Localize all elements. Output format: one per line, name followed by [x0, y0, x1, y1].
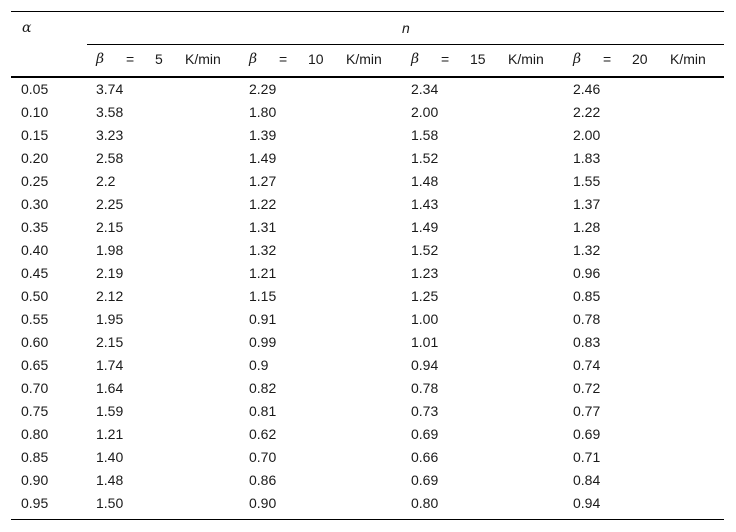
cell-beta-10: 1.39 [249, 127, 277, 143]
cell-beta-20: 0.78 [573, 311, 601, 327]
cell-beta-5: 3.74 [96, 81, 124, 97]
table-row [11, 403, 724, 426]
cell-beta-10: 1.22 [249, 196, 277, 212]
cell-beta-10: 1.31 [249, 219, 277, 235]
cell-beta-15: 0.69 [411, 426, 439, 442]
table-bottom-rule [11, 519, 724, 520]
table-row [11, 334, 724, 357]
cell-beta-15: 1.25 [411, 288, 439, 304]
cell-alpha: 0.25 [21, 173, 49, 189]
cell-beta-5: 2.2 [96, 173, 116, 189]
table-row [11, 81, 724, 104]
cell-alpha: 0.80 [21, 426, 49, 442]
cell-beta-20: 1.37 [573, 196, 601, 212]
table-row [11, 357, 724, 380]
cell-beta-10: 1.27 [249, 173, 277, 189]
alpha-header: α [22, 20, 32, 36]
cell-beta-5: 1.21 [96, 426, 124, 442]
cell-beta-5: 1.40 [96, 449, 124, 465]
cell-beta-20: 1.83 [573, 150, 601, 166]
rate-value: 5 [155, 51, 163, 67]
table-row [11, 150, 724, 173]
cell-beta-5: 1.64 [96, 380, 124, 396]
table-row [11, 380, 724, 403]
table-row [11, 104, 724, 127]
cell-beta-5: 3.58 [96, 104, 124, 120]
rate-unit: K/min [346, 51, 382, 67]
table-top-rule [11, 11, 724, 12]
cell-beta-5: 1.98 [96, 242, 124, 258]
cell-beta-20: 0.96 [573, 265, 601, 281]
table-row [11, 288, 724, 311]
cell-beta-20: 2.46 [573, 81, 601, 97]
cell-beta-5: 2.12 [96, 288, 124, 304]
rate-value: 10 [308, 51, 324, 67]
table-row [11, 242, 724, 265]
cell-beta-15: 2.00 [411, 104, 439, 120]
cell-beta-20: 0.72 [573, 380, 601, 396]
cell-beta-15: 1.49 [411, 219, 439, 235]
cell-beta-20: 0.83 [573, 334, 601, 350]
cell-beta-10: 0.99 [249, 334, 277, 350]
equals-sign: = [279, 51, 288, 67]
cell-beta-15: 0.94 [411, 357, 439, 373]
n-header: n [402, 20, 410, 36]
cell-alpha: 0.55 [21, 311, 49, 327]
cell-alpha: 0.75 [21, 403, 49, 419]
cell-beta-20: 0.77 [573, 403, 601, 419]
table-row [11, 449, 724, 472]
cell-beta-15: 0.80 [411, 495, 439, 511]
cell-alpha: 0.20 [21, 150, 49, 166]
cell-beta-15: 0.69 [411, 472, 439, 488]
beta-symbol: β [96, 51, 105, 67]
cell-beta-10: 1.32 [249, 242, 277, 258]
cell-beta-5: 1.48 [96, 472, 124, 488]
table-row [11, 311, 724, 334]
table-row [11, 472, 724, 495]
cell-alpha: 0.40 [21, 242, 49, 258]
rate-unit: K/min [185, 51, 221, 67]
cell-beta-15: 1.23 [411, 265, 439, 281]
cell-beta-5: 3.23 [96, 127, 124, 143]
rate-unit: K/min [670, 51, 706, 67]
cell-beta-20: 0.85 [573, 288, 601, 304]
table-row [11, 265, 724, 288]
table-row [11, 495, 724, 518]
cell-beta-15: 2.34 [411, 81, 439, 97]
cell-beta-15: 1.52 [411, 150, 439, 166]
beta-symbol: β [573, 51, 582, 67]
cell-beta-15: 0.73 [411, 403, 439, 419]
cell-alpha: 0.30 [21, 196, 49, 212]
cell-beta-20: 0.74 [573, 357, 601, 373]
table-group-rule [87, 44, 724, 45]
cell-alpha: 0.05 [21, 81, 49, 97]
cell-alpha: 0.35 [21, 219, 49, 235]
cell-beta-20: 2.00 [573, 127, 601, 143]
cell-beta-20: 1.28 [573, 219, 601, 235]
cell-alpha: 0.45 [21, 265, 49, 281]
cell-beta-20: 0.84 [573, 472, 601, 488]
cell-alpha: 0.15 [21, 127, 49, 143]
cell-beta-10: 0.81 [249, 403, 277, 419]
cell-beta-15: 1.52 [411, 242, 439, 258]
cell-beta-5: 2.25 [96, 196, 124, 212]
cell-beta-20: 1.55 [573, 173, 601, 189]
cell-beta-5: 1.59 [96, 403, 124, 419]
cell-alpha: 0.95 [21, 495, 49, 511]
rate-value: 15 [470, 51, 486, 67]
cell-beta-15: 1.43 [411, 196, 439, 212]
beta-symbol: β [411, 51, 420, 67]
cell-beta-10: 0.62 [249, 426, 277, 442]
cell-beta-15: 1.48 [411, 173, 439, 189]
cell-beta-5: 1.74 [96, 357, 124, 373]
cell-alpha: 0.65 [21, 357, 49, 373]
equals-sign: = [126, 51, 135, 67]
table-row [11, 426, 724, 449]
cell-beta-10: 2.29 [249, 81, 277, 97]
equals-sign: = [603, 51, 612, 67]
table-header-rule [11, 76, 724, 78]
cell-beta-5: 2.15 [96, 219, 124, 235]
equals-sign: = [441, 51, 450, 67]
table-row [11, 127, 724, 150]
cell-alpha: 0.10 [21, 104, 49, 120]
cell-beta-15: 1.01 [411, 334, 439, 350]
cell-beta-10: 0.70 [249, 449, 277, 465]
table-row [11, 219, 724, 242]
cell-beta-20: 2.22 [573, 104, 601, 120]
cell-beta-10: 0.91 [249, 311, 277, 327]
cell-beta-5: 2.19 [96, 265, 124, 281]
cell-beta-20: 0.69 [573, 426, 601, 442]
cell-beta-20: 0.71 [573, 449, 601, 465]
cell-alpha: 0.50 [21, 288, 49, 304]
cell-beta-5: 2.15 [96, 334, 124, 350]
cell-beta-10: 1.80 [249, 104, 277, 120]
cell-beta-15: 1.58 [411, 127, 439, 143]
cell-beta-20: 0.94 [573, 495, 601, 511]
cell-alpha: 0.60 [21, 334, 49, 350]
cell-alpha: 0.90 [21, 472, 49, 488]
cell-beta-15: 0.66 [411, 449, 439, 465]
cell-beta-5: 1.95 [96, 311, 124, 327]
cell-beta-10: 1.21 [249, 265, 277, 281]
cell-beta-15: 1.00 [411, 311, 439, 327]
cell-beta-10: 0.82 [249, 380, 277, 396]
table-row [11, 196, 724, 219]
rate-unit: K/min [508, 51, 544, 67]
rate-value: 20 [632, 51, 648, 67]
cell-beta-15: 0.78 [411, 380, 439, 396]
cell-alpha: 0.70 [21, 380, 49, 396]
table-row [11, 173, 724, 196]
cell-beta-20: 1.32 [573, 242, 601, 258]
cell-alpha: 0.85 [21, 449, 49, 465]
cell-beta-10: 0.90 [249, 495, 277, 511]
cell-beta-10: 0.86 [249, 472, 277, 488]
cell-beta-5: 1.50 [96, 495, 124, 511]
cell-beta-5: 2.58 [96, 150, 124, 166]
cell-beta-10: 0.9 [249, 357, 269, 373]
cell-beta-10: 1.49 [249, 150, 277, 166]
cell-beta-10: 1.15 [249, 288, 277, 304]
beta-symbol: β [249, 51, 258, 67]
